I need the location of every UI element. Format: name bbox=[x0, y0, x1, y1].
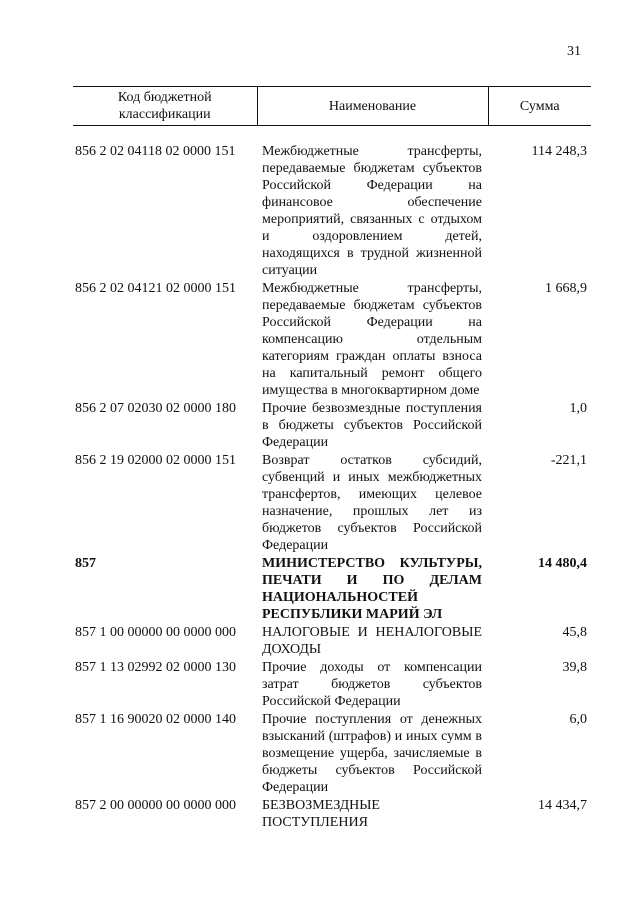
table-row bbox=[73, 659, 591, 711]
item-sum: 1 668,9 bbox=[545, 281, 587, 296]
table-row bbox=[73, 126, 591, 281]
header-code: Код бюджетной классификации bbox=[73, 87, 257, 126]
item-name: МИНИСТЕРСТВО КУЛЬТУРЫ, ПЕЧАТИ И ПО ДЕЛАМ НАЦИОНАЛЬНОСТЕЙ РЕСПУБЛИКИ МАРИЙ ЭЛ bbox=[262, 556, 482, 622]
item-name: Прочие поступления от денежных взысканий (штрафов) и иных сумм в возмещение ущерба, зачисляемые в бюджеты субъектов Российской Федерации bbox=[262, 712, 482, 795]
budget-table bbox=[73, 86, 591, 832]
item-sum: 114 248,3 bbox=[531, 144, 587, 159]
budget-code: 857 bbox=[75, 556, 96, 571]
budget-code: 857 1 13 02992 02 0000 130 bbox=[75, 660, 236, 675]
table-row bbox=[73, 280, 591, 400]
item-name: Межбюджетные трансферты, передаваемые бюджетам субъектов Российской Федерации на компенсацию отдельным категориям граждан оплаты взноса на капитальный ремонт общего имущества в многоквартирном доме bbox=[262, 281, 482, 398]
budget-code: 856 2 19 02000 02 0000 151 bbox=[75, 453, 236, 468]
item-name: БЕЗВОЗМЕЗДНЫЕ ПОСТУПЛЕНИЯ bbox=[262, 798, 380, 830]
budget-code: 857 1 16 90020 02 0000 140 bbox=[75, 712, 236, 727]
item-sum: 14 434,7 bbox=[538, 798, 587, 813]
item-sum: 45,8 bbox=[562, 625, 587, 640]
budget-code: 857 2 00 00000 00 0000 000 bbox=[75, 798, 236, 813]
budget-code: 857 1 00 00000 00 0000 000 bbox=[75, 625, 236, 640]
table-header-row bbox=[73, 87, 591, 126]
item-name: Межбюджетные трансферты, передаваемые бюджетам субъектов Российской Федерации на финансовое обеспечение мероприятий, связанных с отдыхом и оздоровлением детей, находящихся в трудной жизненной ситуации bbox=[262, 144, 482, 278]
table-body bbox=[73, 126, 591, 833]
table-row bbox=[73, 400, 591, 452]
item-sum: 39,8 bbox=[562, 660, 587, 675]
item-sum: 6,0 bbox=[569, 712, 587, 727]
budget-code: 856 2 02 04121 02 0000 151 bbox=[75, 281, 236, 296]
budget-code: 856 2 07 02030 02 0000 180 bbox=[75, 401, 236, 416]
table-row bbox=[73, 624, 591, 659]
table-row-ministry bbox=[73, 555, 591, 624]
item-name: Возврат остатков субсидий, субвенций и иных межбюджетных трансфертов, имеющих целевое назначение, прошлых лет из бюджетов субъектов Российской Федерации bbox=[262, 453, 482, 553]
item-sum: 1,0 bbox=[569, 401, 587, 416]
page-number: 31 bbox=[567, 44, 581, 59]
table-row bbox=[73, 711, 591, 797]
table-row bbox=[73, 797, 591, 832]
item-name: Прочие безвозмездные поступления в бюджеты субъектов Российской Федерации bbox=[262, 401, 482, 450]
item-sum: -221,1 bbox=[550, 453, 587, 468]
item-name: Прочие доходы от компенсации затрат бюджетов субъектов Российской Федерации bbox=[262, 660, 482, 709]
header-sum: Сумма bbox=[488, 87, 591, 126]
item-sum: 14 480,4 bbox=[538, 556, 587, 571]
table-header bbox=[73, 87, 591, 126]
item-name: НАЛОГОВЫЕ И НЕНАЛОГОВЫЕ ДОХОДЫ bbox=[262, 625, 482, 657]
header-name: Наименование bbox=[257, 87, 488, 126]
table-row bbox=[73, 452, 591, 555]
budget-code: 856 2 02 04118 02 0000 151 bbox=[75, 144, 236, 159]
